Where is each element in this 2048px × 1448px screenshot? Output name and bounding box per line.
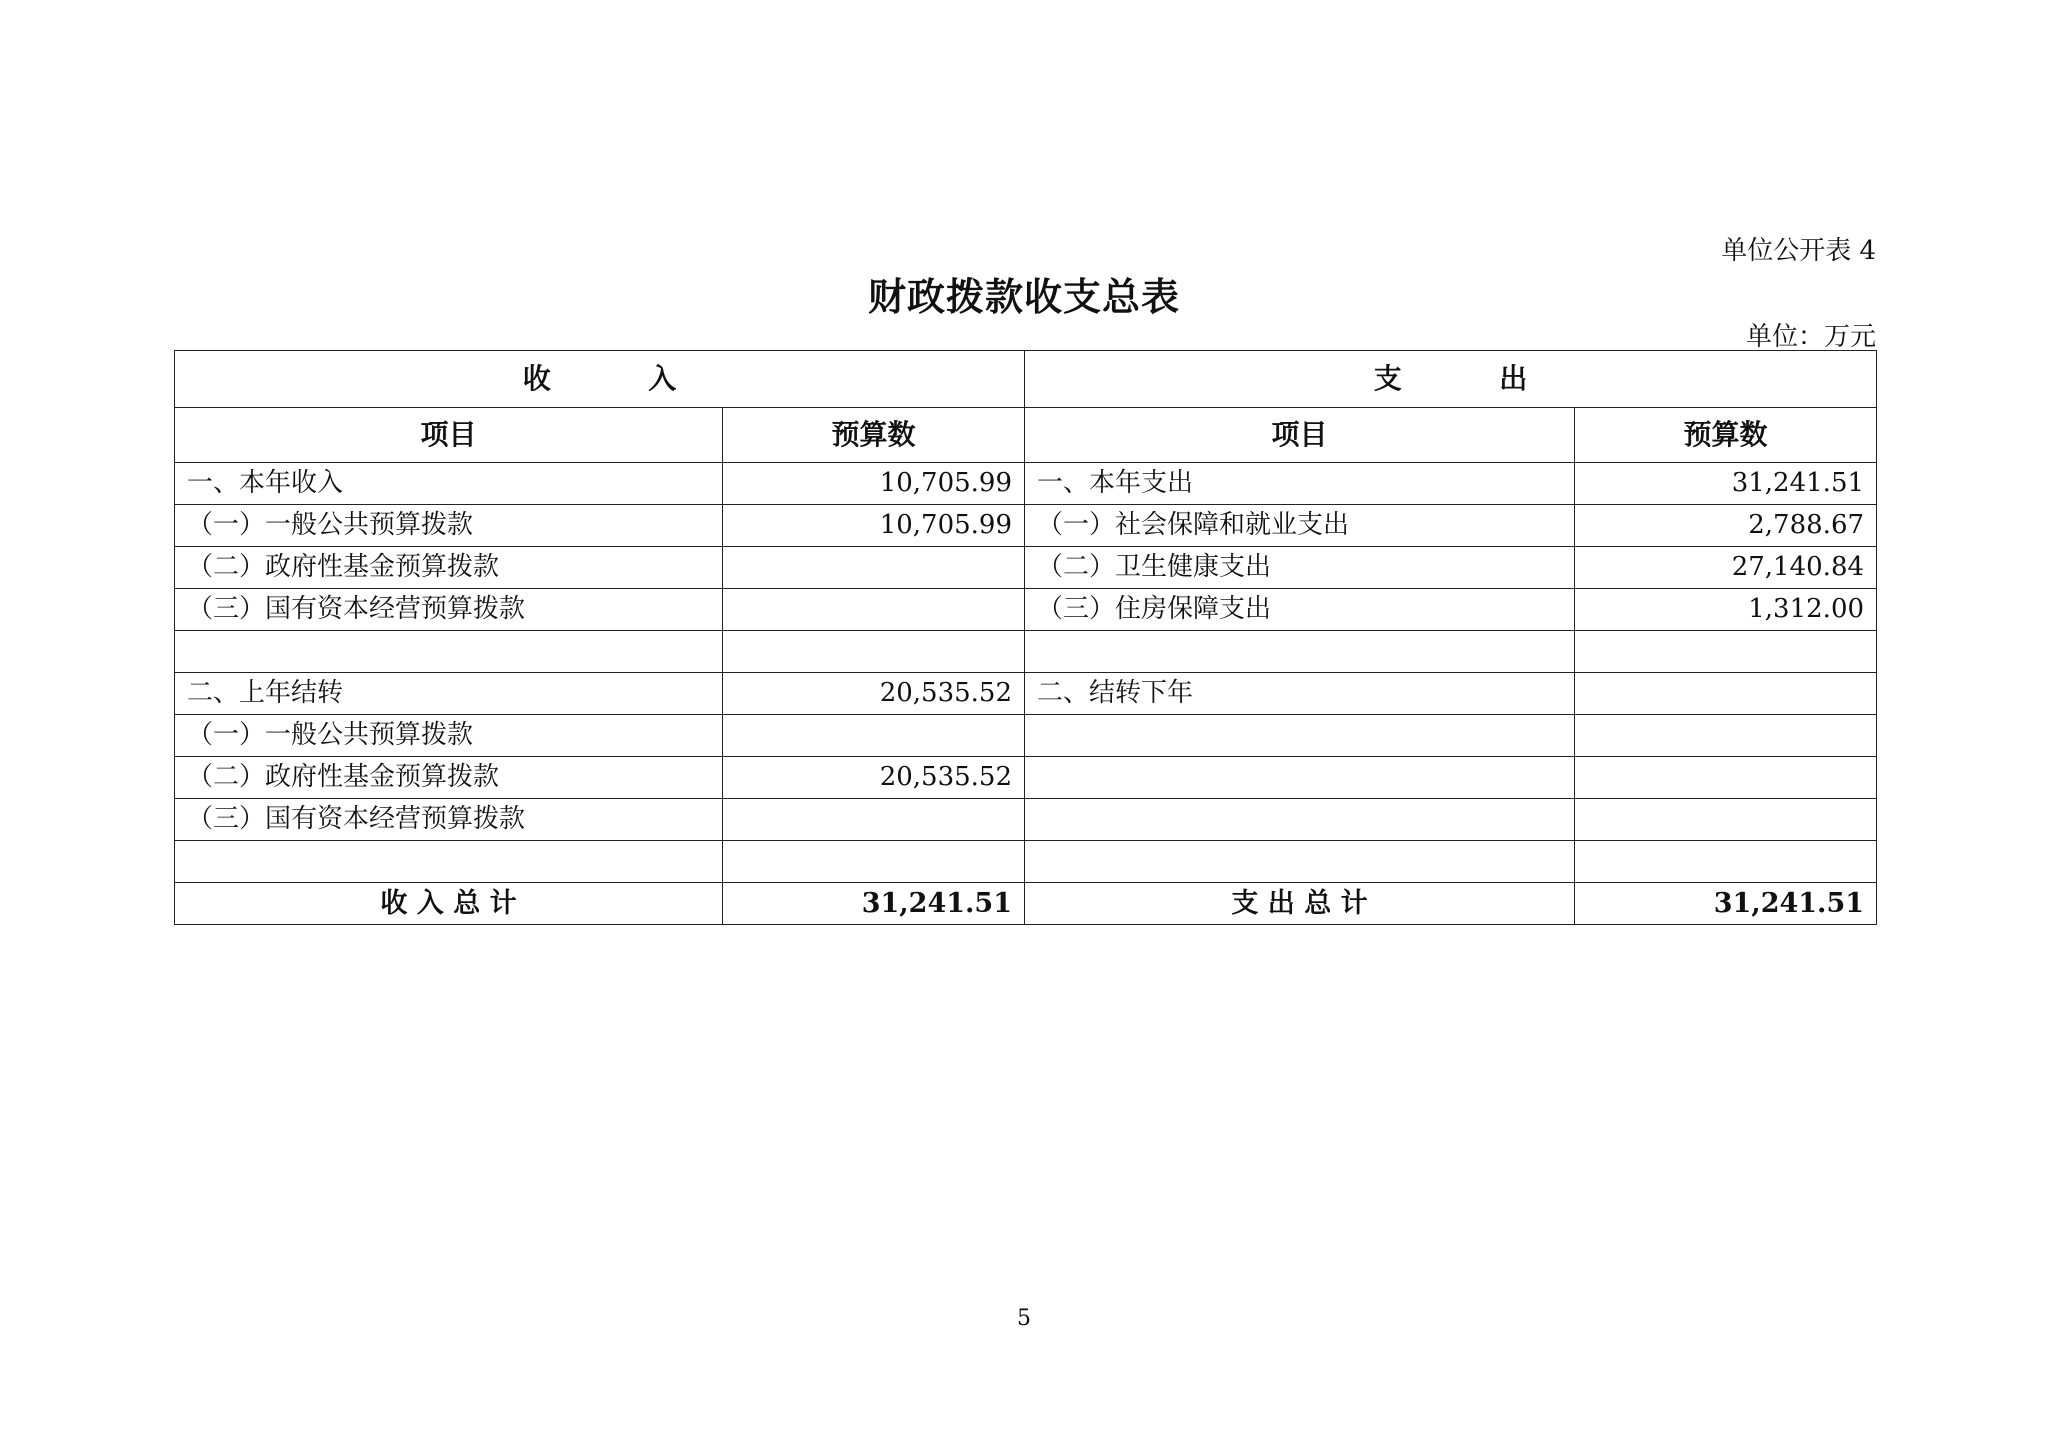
expense-amount-cell: 31,241.51 [1575, 463, 1877, 505]
expense-total-label: 支 出 总 计 [1025, 883, 1575, 925]
table-row [175, 673, 1877, 715]
expense-total-amount: 31,241.51 [1575, 883, 1877, 925]
expense-amount-column-header: 预算数 [1575, 408, 1877, 463]
section-header-row [175, 351, 1877, 408]
expense-item-cell: （二）卫生健康支出 [1025, 547, 1575, 589]
income-amount-cell [723, 631, 1025, 673]
income-amount-cell [723, 547, 1025, 589]
table-row [175, 463, 1877, 505]
table-row [175, 547, 1877, 589]
income-item-cell: （三）国有资本经营预算拨款 [175, 799, 723, 841]
expense-item-cell [1025, 715, 1575, 757]
income-amount-cell [723, 589, 1025, 631]
column-header-row [175, 408, 1877, 463]
income-amount-cell: 20,535.52 [723, 757, 1025, 799]
income-item-cell [175, 631, 723, 673]
expense-amount-cell: 27,140.84 [1575, 547, 1877, 589]
income-total-amount: 31,241.51 [723, 883, 1025, 925]
unit-label: 单位：万元 [1745, 322, 1876, 352]
income-item-column-header: 项目 [175, 408, 723, 463]
income-item-cell: （二）政府性基金预算拨款 [175, 757, 723, 799]
expense-amount-cell [1575, 631, 1877, 673]
table-code: 单位公开表 4 [1721, 236, 1876, 266]
expense-item-cell: （三）住房保障支出 [1025, 589, 1575, 631]
income-item-cell [175, 841, 723, 883]
expense-item-cell [1025, 841, 1575, 883]
table-row [175, 631, 1877, 673]
fiscal-appropriation-table [174, 350, 1877, 925]
page-number: 5 [1017, 1306, 1031, 1331]
expense-amount-cell [1575, 799, 1877, 841]
table-row [175, 715, 1877, 757]
expense-amount-cell [1575, 673, 1877, 715]
income-amount-cell [723, 799, 1025, 841]
page-title: 财政拨款收支总表 [867, 274, 1180, 319]
income-amount-cell [723, 841, 1025, 883]
income-item-cell: 一、本年收入 [175, 463, 723, 505]
expense-amount-cell [1575, 757, 1877, 799]
income-item-cell: （二）政府性基金预算拨款 [175, 547, 723, 589]
income-amount-cell [723, 715, 1025, 757]
income-total-label: 收 入 总 计 [175, 883, 723, 925]
table-row [175, 757, 1877, 799]
expense-item-cell [1025, 631, 1575, 673]
table-row [175, 799, 1877, 841]
table-row [175, 589, 1877, 631]
expense-amount-cell: 2,788.67 [1575, 505, 1877, 547]
table-row [175, 841, 1877, 883]
expense-item-cell: （一）社会保障和就业支出 [1025, 505, 1575, 547]
expense-item-cell: 一、本年支出 [1025, 463, 1575, 505]
income-item-cell: （一）一般公共预算拨款 [175, 715, 723, 757]
expense-item-cell [1025, 757, 1575, 799]
income-item-cell: （三）国有资本经营预算拨款 [175, 589, 723, 631]
expense-amount-cell [1575, 841, 1877, 883]
income-item-cell: （一）一般公共预算拨款 [175, 505, 723, 547]
income-section-header: 收 入 [175, 351, 1025, 408]
expense-section-header: 支 出 [1025, 351, 1877, 408]
income-amount-column-header: 预算数 [723, 408, 1025, 463]
income-amount-cell: 10,705.99 [723, 505, 1025, 547]
income-item-cell: 二、上年结转 [175, 673, 723, 715]
expense-amount-cell [1575, 715, 1877, 757]
expense-item-cell: 二、结转下年 [1025, 673, 1575, 715]
expense-amount-cell: 1,312.00 [1575, 589, 1877, 631]
expense-item-column-header: 项目 [1025, 408, 1575, 463]
table-row [175, 505, 1877, 547]
income-amount-cell: 20,535.52 [723, 673, 1025, 715]
income-amount-cell: 10,705.99 [723, 463, 1025, 505]
totals-row [175, 883, 1877, 925]
expense-item-cell [1025, 799, 1575, 841]
